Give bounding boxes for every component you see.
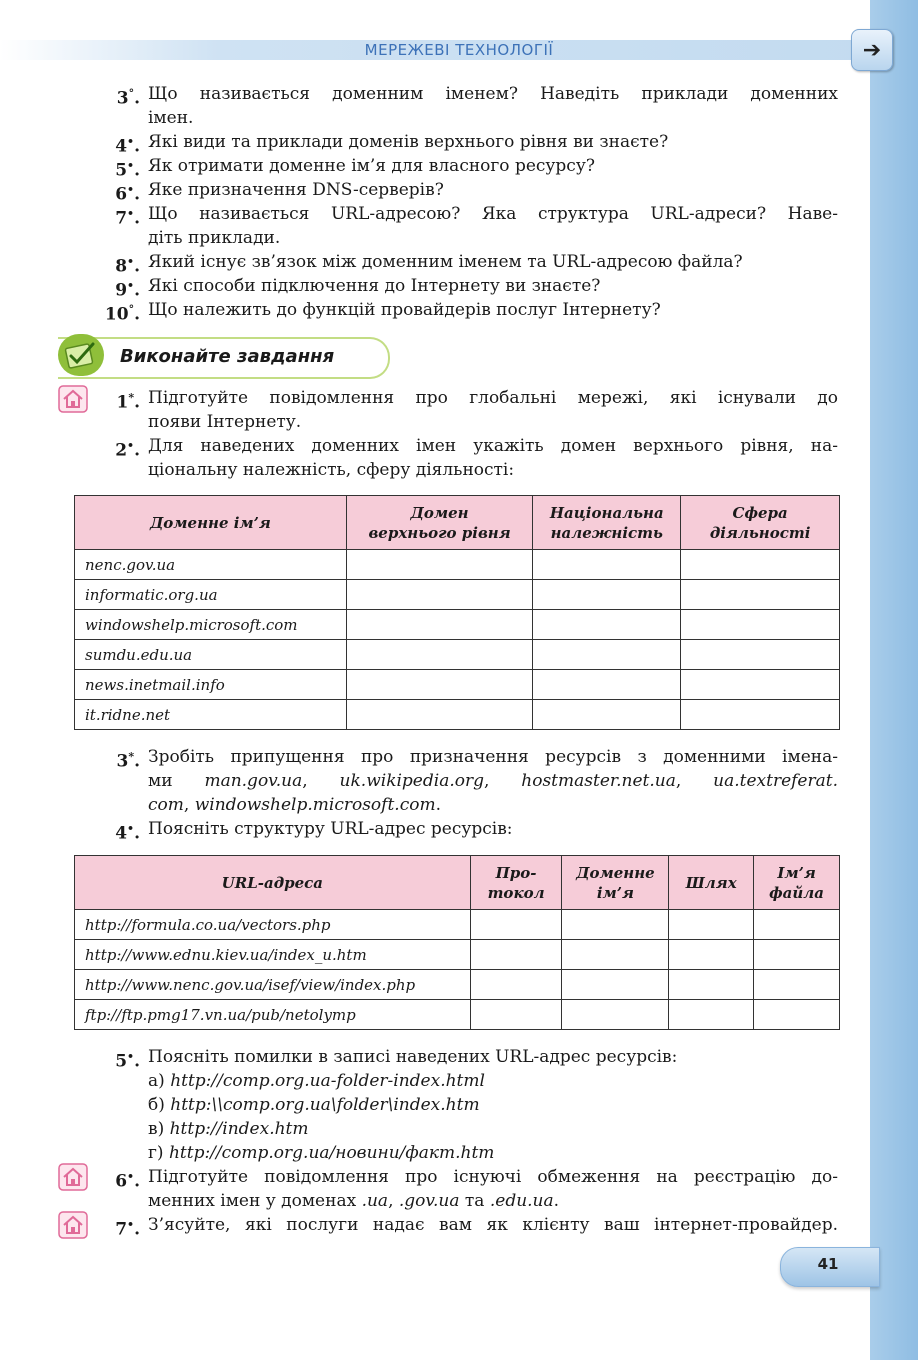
home-icon [58,1163,88,1191]
table-row: sumdu.edu.ua [75,640,840,670]
table-row: windowshelp.microsoft.com [75,610,840,640]
page-side-strip [870,0,918,1360]
table-header: Про- токол [470,856,562,910]
arrow-right-icon[interactable]: ➔ [851,29,893,71]
table-row: ftp://ftp.pmg17.vn.ua/pub/netolymp [75,1000,840,1030]
page-number: 41 [817,1255,839,1273]
home-icon [58,1211,88,1239]
home-icon [58,385,88,413]
table-header: URL-адреса [75,856,471,910]
tasks-banner: Виконайте завдання [58,337,390,379]
url-table [74,855,840,1030]
table-row: it.ridne.net [75,700,840,730]
table-row: informatic.org.ua [75,580,840,610]
table-header: Домен верхнього рівня [346,496,533,550]
table-row: nenc.gov.ua [75,550,840,580]
table-row: http://www.nenc.gov.ua/isef/view/index.php [75,970,840,1000]
table-header: Національна належність [533,496,681,550]
table-header: Доменне ім’я [75,496,347,550]
table-header: Сфера діяльності [681,496,840,550]
table-row: http://www.ednu.kiev.ua/index_u.htm [75,940,840,970]
table-header: Ім’я файла [754,856,840,910]
table-row: news.inetmail.info [75,670,840,700]
table-header: Доменне ім’я [562,856,669,910]
table-row: http://formula.co.ua/vectors.php [75,910,840,940]
domain-table [74,495,840,730]
chapter-title: МЕРЕЖЕВІ ТЕХНОЛОГІЇ [364,41,554,59]
checklist-icon [58,334,104,376]
table-header: Шлях [669,856,754,910]
